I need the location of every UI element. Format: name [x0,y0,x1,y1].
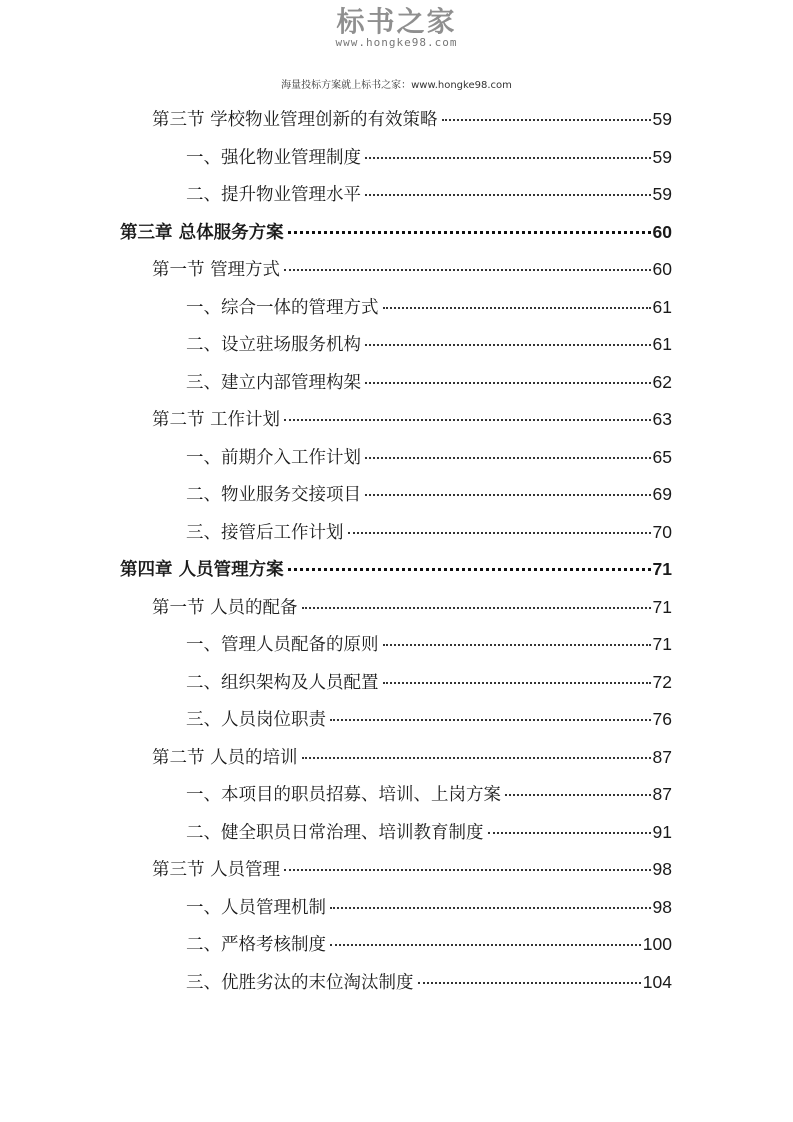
toc-page-number: 104 [642,971,672,992]
toc-page-number: 76 [652,709,672,729]
toc-entry-title: 三、建立内部管理构架 [186,372,361,393]
toc-item-row[interactable] [186,814,672,851]
dot-leader [365,194,651,196]
toc-entry-title: 一、人员管理机制 [186,897,326,918]
toc-item-row[interactable] [186,776,672,813]
toc-item-row[interactable] [186,289,672,326]
toc-page-number: 59 [652,184,672,204]
toc-entry-title: 三、接管后工作计划 [186,522,344,543]
toc-item-row[interactable] [186,964,672,1001]
toc-entry-title: 第四章 人员管理方案 [120,560,284,580]
toc-entry-title: 二、提升物业管理水平 [186,185,361,205]
dot-leader [330,719,651,721]
toc-page-number: 71 [652,634,672,654]
toc-item-row[interactable] [186,364,672,401]
toc-page-number: 98 [652,859,672,879]
toc-item-row[interactable] [186,514,672,551]
dot-leader [365,157,651,159]
toc-page-number: 61 [652,296,672,317]
toc-page-number: 63 [652,409,672,429]
dot-leader [418,982,641,984]
toc-page-number: 59 [652,109,672,129]
dot-leader [365,382,651,384]
dot-leader [505,794,651,796]
dot-leader [365,344,651,346]
header-tagline: 海量投标方案就上标书之家：www.hongke98.com [281,80,512,91]
dot-leader [365,494,651,496]
dot-leader [284,419,650,421]
toc-item-row[interactable] [186,926,672,963]
toc-item-row[interactable] [186,439,672,476]
toc-entry-title: 第一节 人员的配备 [152,597,298,618]
toc-chapter-row[interactable] [120,551,672,588]
logo-url: www.hongke98.com [335,36,458,49]
toc-page-number: 62 [652,371,672,392]
toc-entry-title: 一、本项目的职员招募、培训、上岗方案 [186,785,501,805]
dot-leader [302,607,651,609]
toc-page-number: 72 [652,671,672,692]
dot-leader [284,269,650,271]
toc-entry-title: 第三节 人员管理 [152,860,281,880]
toc-entry-title: 二、物业服务交接项目 [186,485,361,505]
dot-leader [302,757,651,759]
toc-entry-title: 第三节 学校物业管理创新的有效策略 [152,110,438,130]
toc-page-number: 91 [652,821,672,842]
dot-leader [383,644,651,646]
dot-leader [288,568,651,571]
toc-entry-title: 二、组织架构及人员配置 [186,672,379,693]
dot-leader [442,119,651,121]
toc-page-number: 70 [652,521,672,542]
toc-entry-title: 一、强化物业管理制度 [186,147,361,168]
toc-section-row[interactable] [152,101,672,138]
toc-entry-title: 三、人员岗位职责 [186,710,326,730]
toc-entry-title: 一、前期介入工作计划 [186,447,361,468]
dot-leader [383,682,651,684]
toc-section-row[interactable] [152,401,672,438]
toc-section-row[interactable] [152,739,672,776]
toc-item-row[interactable] [186,326,672,363]
dot-leader [488,832,651,834]
toc-item-row[interactable] [186,476,672,513]
toc-page-number: 60 [652,221,672,242]
toc-entry-title: 二、严格考核制度 [186,935,326,955]
toc-item-row[interactable] [186,889,672,926]
dot-leader [288,231,651,234]
dot-leader [284,869,650,871]
site-logo: 标书之家 [336,5,457,38]
toc-section-row[interactable] [152,851,672,888]
toc-page-number: 61 [652,334,672,354]
dot-leader [383,307,651,309]
toc-entry-title: 一、管理人员配备的原则 [186,635,379,655]
toc-page-number: 98 [652,896,672,917]
toc-item-row[interactable] [186,626,672,663]
toc-entry-title: 第一节 管理方式 [152,260,281,280]
dot-leader [348,532,651,534]
toc-entry-title: 二、设立驻场服务机构 [186,335,361,355]
toc-page-number: 71 [652,559,672,579]
toc-entry-title: 第三章 总体服务方案 [120,222,284,243]
toc-item-row[interactable] [186,701,672,738]
toc-page-number: 59 [652,146,672,167]
toc-entry-title: 第二节 人员的培训 [152,747,298,768]
dot-leader [330,907,651,909]
toc-page-number: 71 [652,596,672,617]
toc-page-number: 87 [652,746,672,767]
toc-section-row[interactable] [152,251,672,288]
toc-page-number: 69 [652,484,672,504]
toc-chapter-row[interactable] [120,214,672,251]
dot-leader [330,944,641,946]
dot-leader [365,457,651,459]
toc-entry-title: 三、优胜劣汰的末位淘汰制度 [186,972,414,993]
toc-page-number: 100 [642,934,672,954]
toc-item-row[interactable] [186,664,672,701]
toc-entry-title: 第二节 工作计划 [152,410,281,430]
toc-page-number: 87 [652,784,672,804]
toc-page-number: 60 [652,259,672,279]
toc-entry-title: 二、健全职员日常治理、培训教育制度 [186,822,484,843]
toc-item-row[interactable] [186,139,672,176]
toc-item-row[interactable] [186,176,672,213]
toc-page-number: 65 [652,446,672,467]
toc-section-row[interactable] [152,589,672,626]
toc-entry-title: 一、综合一体的管理方式 [186,297,379,318]
